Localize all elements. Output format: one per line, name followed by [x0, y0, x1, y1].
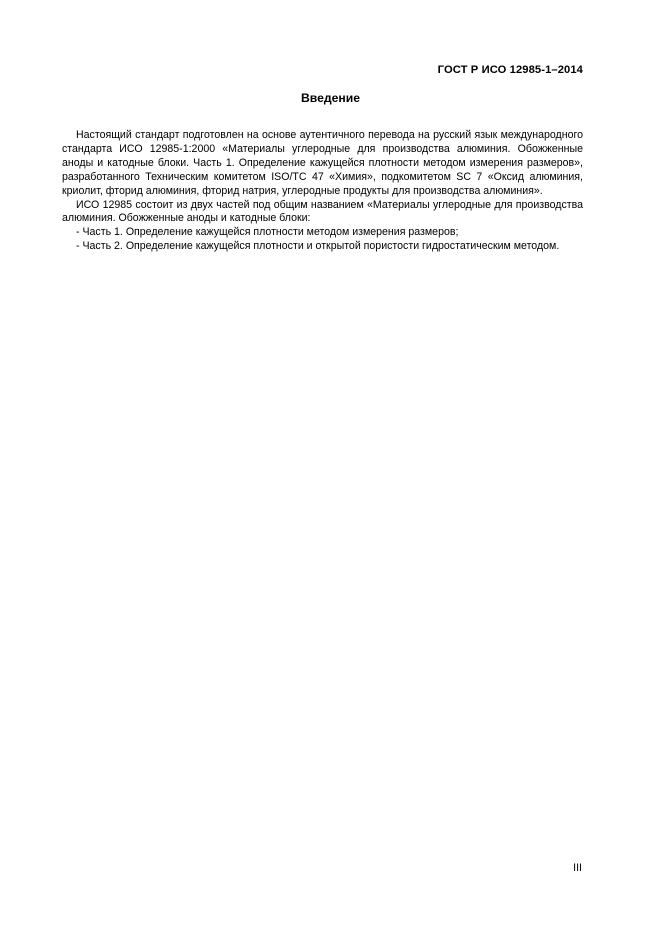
document-code-header: ГОСТ Р ИСО 12985-1–2014	[437, 64, 583, 76]
page-number: III	[573, 862, 582, 874]
paragraph-standard-parts: ИСО 12985 состоит из двух частей под общим названием «Материалы углеродные для производства алюминия. Обожженные аноды и катодные блоки:	[62, 198, 583, 225]
list-item-part-1: - Часть 1. Определение кажущейся плотности методом измерения размеров;	[76, 226, 459, 239]
section-title: Введение	[300, 91, 361, 105]
introduction-body	[62, 129, 583, 254]
paragraph-standard-basis: Настоящий стандарт подготовлен на основе аутентичного перевода на русский язык международного стандарта ИСО 12985-1:2000 «Материалы углеродные для производства алюминия. Обожженные аноды и катодные блоки. Часть 1. Определение кажущейся плотности методом измерения размеров», разработанного Техническим комитетом ISO/TC 47 «Химия», подкомитетом SC 7 «Оксид алюминия, криолит, фторид алюминия, фторид натрия, углеродные продукты для производства алюминия».	[62, 129, 583, 197]
list-item-part-2: - Часть 2. Определение кажущейся плотности и открытой пористости гидростатическим методом.	[76, 240, 560, 253]
